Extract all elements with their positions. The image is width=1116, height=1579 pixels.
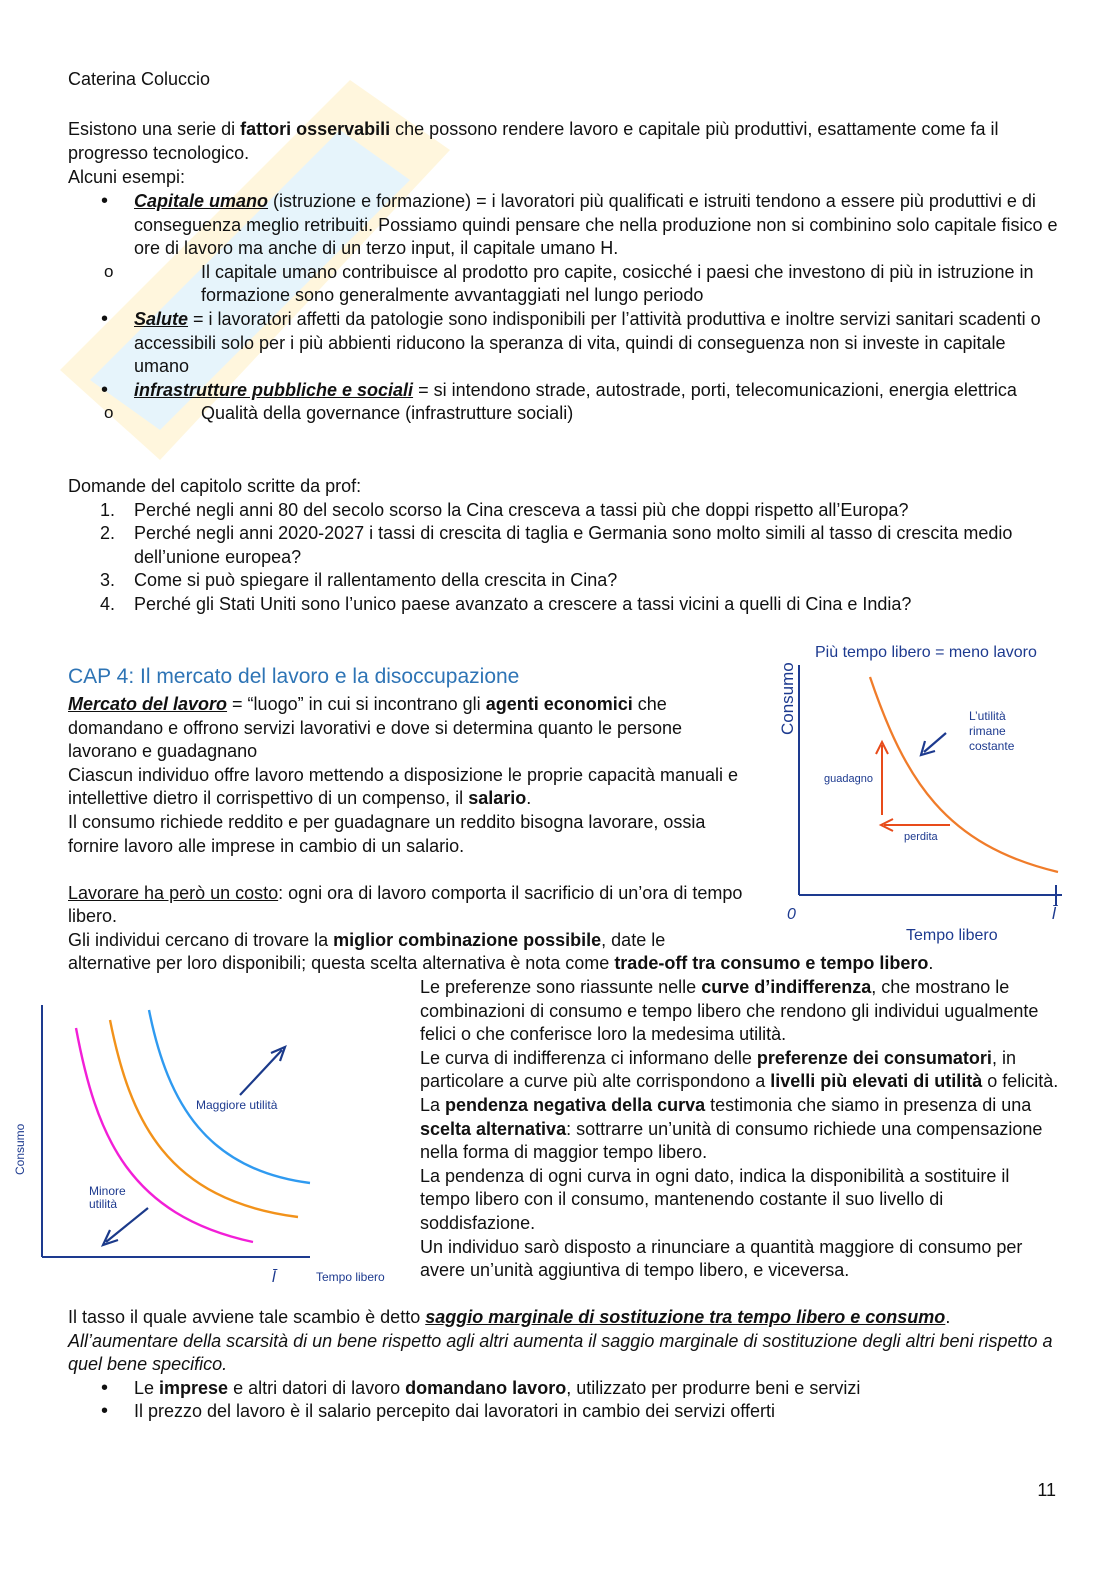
definition-paragraph: Mercato del lavoro = “luogo” in cui si incontrano gli agenti economici che domandano e offrono servizi lavorativi e dove si determina quanto le persone lavorano e guadagnano xyxy=(68,694,683,762)
questions-section xyxy=(68,475,1058,617)
example-term: Salute xyxy=(134,308,189,329)
intro-paragraph xyxy=(68,118,1058,165)
intro-text-end: che possono rendere lavoro e capitale più produttivi, esattamente come fa il progresso tecnologico. xyxy=(68,119,999,163)
list-item xyxy=(68,379,1058,403)
pointer-arrow-icon xyxy=(921,733,946,755)
label-line: Minore xyxy=(89,1184,126,1198)
indifference-curve-mid xyxy=(110,1020,298,1217)
paragraph: Un individuo sarò disposto a rinunciare a quantità maggiore di consumo per avere un’unità aggiuntiva di tempo libero, e viceversa. xyxy=(420,1236,1023,1281)
author-name: Caterina Coluccio xyxy=(68,69,211,89)
label-line: rimane xyxy=(969,724,1006,738)
list-item: • Le imprese e altri datori di lavoro domandano lavoro, utilizzato per produrre beni e servizi xyxy=(68,1377,1058,1401)
label-line: L’utilità xyxy=(969,709,1006,723)
list-item xyxy=(68,190,1058,261)
y-axis-label: Consumo xyxy=(13,1123,27,1175)
loss-arrow-icon xyxy=(881,819,950,831)
label-line: costante xyxy=(969,739,1015,753)
paragraph-tradeoff: alternative per loro disponibili; questa scelta alternativa è nota come trade-off tra consumo e tempo libero. xyxy=(68,953,934,973)
higher-utility-label: Maggiore utilità xyxy=(196,1098,278,1112)
paragraph: Lavorare ha però un costo: ogni ora di lavoro comporta il sacrificio di un’ora di tempo libero. xyxy=(68,882,743,927)
label-line: utilità xyxy=(89,1197,118,1211)
figure-indifference-curves xyxy=(8,1000,408,1295)
paragraph: Gli individui cercano di trovare la miglior combinazione possibile, date le xyxy=(68,929,666,950)
gain-arrow-icon xyxy=(876,742,888,815)
sub-list-item xyxy=(68,402,1058,426)
paragraph: La pendenza negativa della curva testimonia che siamo in presenza di una scelta alternativa: sottrarre un’unità di consumo richiede una compensazione nella forma di maggior tempo libero. xyxy=(420,1094,1043,1163)
question-item: 4. Perché gli Stati Uniti sono l’unico paese avanzato a crescere a tassi vicini a quelli di Cina e India? xyxy=(100,593,912,614)
chapter-heading: CAP 4: Il mercato del lavoro e la disoccupazione xyxy=(68,665,520,688)
examples-list xyxy=(68,190,1058,426)
questions-label: Domande del capitolo scritte da prof: xyxy=(68,476,362,496)
question-item: 3. Come si può spiegare il rallentamento della crescita in Cina? xyxy=(100,570,618,591)
l-bar-label: l̄ xyxy=(272,1269,276,1286)
figure-leisure-tradeoff xyxy=(770,635,1090,955)
italic-paragraph: All’aumentare della scarsità di un bene rispetto agli altri aumenta il saggio marginale di sostituzione degli altri beni rispetto a quel bene specifico. xyxy=(68,1330,1053,1375)
example-text: = i lavoratori affetti da patologie sono indisponibili per l’attività produttiva e inoltre servizi sanitari scadenti o accessibili solo per i più abbienti riducono la speranza di vita, quindi di conseguenza non si investe in capitale umano xyxy=(134,308,1041,377)
intro-text: Esistono una serie di xyxy=(68,119,241,139)
x-axis-label: Tempo libero xyxy=(316,1270,385,1284)
example-term: Capitale umano xyxy=(134,191,269,211)
figure-title: Più tempo libero = meno lavoro xyxy=(815,644,1037,661)
example-sub-text: Qualità della governance (infrastrutture sociali) xyxy=(201,403,574,424)
list-item xyxy=(68,308,1058,379)
gain-label: guadagno xyxy=(824,773,873,785)
paragraph: La pendenza di ogni curva in ogni dato, indica la disponibilità a sostituire il tempo libero con il consumo, mantenendo costante il suo livello di soddisfazione. xyxy=(420,1165,1010,1233)
example-sub-text: Il capitale umano contribuisce al prodotto pro capite, cosicché i paesi che investono di più in istruzione in formazione sono generalmente avvantaggiati nel lungo periodo xyxy=(201,261,1034,306)
utility-constant-label xyxy=(969,709,1015,753)
paragraph: Ciascun individuo offre lavoro mettendo a disposizione le proprie capacità manuali e intellettive dietro il corrispettivo di un compenso, il salario. xyxy=(68,764,739,809)
examples-label: Alcuni esempi: xyxy=(68,167,186,187)
example-text: = si intendono strade, autostrade, porti, telecomunicazioni, energia elettrica xyxy=(413,379,1017,400)
chapter-intro xyxy=(68,693,748,953)
loss-label: perdita xyxy=(904,831,938,843)
paragraph: Il tasso il quale avviene tale scambio è detto saggio marginale di sostituzione tra tempo libero e consumo. xyxy=(68,1307,951,1327)
list-item: • Il prezzo del lavoro è il salario percepito dai lavoratori in cambio dei servizi offerti xyxy=(68,1400,1058,1424)
sub-list-item xyxy=(68,261,1058,308)
lower-utility-arrow-icon xyxy=(103,1208,148,1245)
paragraph: Le curva di indifferenza ci informano delle preferenze dei consumatori, in particolare a curve più alte corrispondono a livelli più elevati di utilità o felicità. xyxy=(420,1047,1059,1092)
origin-label: 0 xyxy=(787,906,796,923)
example-term: infrastrutture pubbliche e sociali xyxy=(134,379,414,400)
paragraph: Le preferenze sono riassunte nelle curve d’indifferenza, che mostrano le combinazioni di consumo e tempo libero che rendono gli individui ugualmente felici o che conferisce loro la medesima utilità. xyxy=(420,977,1039,1045)
paragraph: Il consumo richiede reddito e per guadagnare un reddito bisogna lavorare, ossia fornire lavoro alle imprese in cambio di un salario. xyxy=(68,811,706,856)
indifference-curve-high xyxy=(149,1010,310,1183)
y-axis-label: Consumo xyxy=(778,662,797,735)
higher-utility-arrow-icon xyxy=(240,1047,285,1095)
closing-section xyxy=(68,1306,1058,1424)
page-number: 11 xyxy=(1037,1480,1056,1500)
l-bar-label: l̄ xyxy=(1052,904,1056,923)
indifference-curve xyxy=(870,677,1058,872)
question-item: 1. Perché negli anni 80 del secolo scorso la Cina cresceva a tassi più che doppi rispetto all’Europa? xyxy=(100,499,909,520)
example-text: (istruzione e formazione) = i lavoratori più qualificati e istruiti tendono a essere più produttivi e di conseguenza meglio retribuiti. Possiamo quindi pensare che nella produzione non si combinino solo capitale fisico e ore di lavoro ma anche di un terzo input, il capitale umano H. xyxy=(134,191,1058,259)
intro-bold-term: fattori osservabili xyxy=(240,119,391,139)
question-item: 2. Perché negli anni 2020-2027 i tassi di crescita di taglia e Germania sono molto simili al tasso di crescita medio dell’unione europea? xyxy=(100,523,1013,567)
lower-utility-label xyxy=(89,1184,126,1211)
x-axis-label: Tempo libero xyxy=(906,927,998,944)
curves-explanation xyxy=(420,976,1060,1283)
